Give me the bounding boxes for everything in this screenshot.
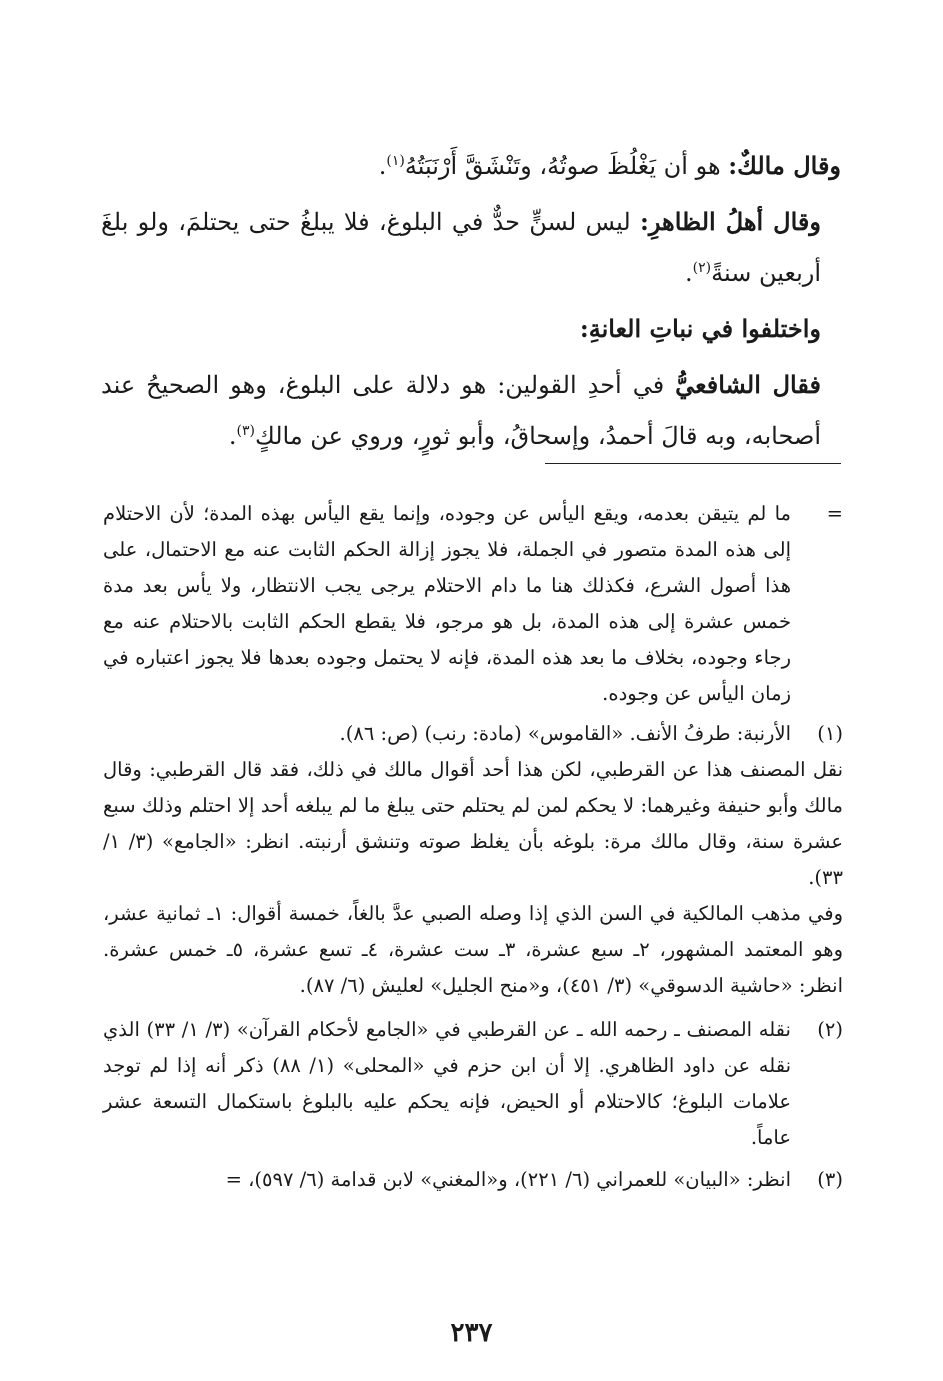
footnotes [103, 496, 843, 1198]
footnote-1 [103, 716, 843, 752]
paragraph-end: . [685, 259, 693, 287]
paragraph-text: هو أن يَغْلُظَ صوتُهُ، وتَنْشَقَّ أَرْنَبَتُهُ [404, 152, 729, 180]
paragraph-end: . [378, 152, 387, 180]
paragraph-pubic-hair [101, 303, 841, 355]
footnote-ref[interactable]: (٢) [692, 260, 712, 276]
footnote-1-paragraph-2: نقل المصنف هذا عن القرطبي، لكن هذا أحد أقوال مالك في ذلك، فقد قال القرطبي: وقال مالك وأبو حنيفة وغيرهما: لا يحكم لمن لم يحتلم حتى يبلغ ما لم يبلغه أحد إلا احتلم وذلك سبع عشرة سنة، وقال مالك مرة: بلوغه بأن يغلظ صوته وتنشق أرنبته. انظر: «الجامع» (٣/ ١/ ٣٣). [103, 758, 843, 889]
paragraph-lead: واختلفوا في نباتِ العانةِ: [579, 314, 821, 343]
paragraph-text: في أحدِ القولين: هو دلالة على البلوغ، وهو الصحيحُ عند أصحابه، وبه قالَ أحمدُ، وإسحاقُ، وأبو ثورٍ، وروي عن مالكٍ [101, 371, 821, 450]
footnote-marker: (١) [817, 722, 843, 745]
paragraph-zahiri [101, 196, 841, 299]
footnote-1-paragraph-3: وفي مذهب المالكية في السن الذي إذا وصله الصبي عدَّ بالغاً، خمسة أقوال: ١ـ ثمانية عشر، وهو المعتمد المشهور، ٢ـ سبع عشرة، ٣ـ ست عشرة، ٤ـ تسع عشرة، ٥ـ خمس عشرة. انظر: «حاشية الدسوقي» (٣/ ٤٥١)، و«منح الجليل» لعليش (٦/ ٨٧). [103, 902, 844, 997]
continuation-marker: = [826, 502, 843, 525]
footnote-ref[interactable]: (٣) [236, 423, 255, 439]
paragraph-lead: وقال مالكٌ: [728, 151, 841, 180]
paragraph-lead: فقال الشافعيُّ [675, 370, 821, 399]
paragraph-malik [101, 140, 841, 192]
footnote-text: ما لم يتيقن بعدمه، ويقع اليأس عن وجوده، وإنما يقع اليأس بهذه المدة؛ لأن الاحتلام إلى هذه المدة متصور في الجملة، فلا يجوز إزالة الحكم الثابت عنه مع الاحتمال، على هذا أصول الشرع، فكذلك هنا ما دام الاحتلام يرجى يجب الانتظار، ولا يأس بعد مدة خمس عشرة إلى هذه المدة، بل هو مرجو، فلا يقطع الحكم الثابت بالاحتلام عنه مع رجاء وجوده، بخلاف ما بعد هذه المدة، فإنه لا يحتمل وجوده بعدها فلا يجوز اعتباره في زمان اليأس عن وجوده. [103, 502, 791, 705]
footnote-text: نقله المصنف ـ رحمه الله ـ عن القرطبي في «الجامع لأحكام القرآن» (٣/ ١/ ٣٣) الذي نقله عن داود الظاهري. إلا أن ابن حزم في «المحلى» (١/ ٨٨) ذكر أنه إذا لم توجد علامات البلوغ؛ كالاحتلام أو الحيض، فإنه يحكم عليه بالبلوغ باستكمال التسعة عشر عاماً. [103, 1018, 791, 1149]
footnote-3 [103, 1162, 843, 1198]
main-text [101, 140, 841, 462]
footnote-text: انظر: «البيان» للعمراني (٦/ ٢٢١)، و«المغني» لابن قدامة (٦/ ٥٩٧)، = [225, 1168, 791, 1191]
paragraph-text: ليس لسنٍّ حدٌّ في البلوغ، فلا يبلغُ حتى يحتلمَ، ولو بلغَ أربعين سنةً [101, 208, 821, 287]
footnote-marker: (٢) [817, 1018, 843, 1041]
footnote-separator [545, 463, 841, 464]
footnote-marker: (٣) [817, 1168, 843, 1191]
footnote-2 [103, 1012, 843, 1156]
paragraph-end: . [228, 422, 237, 450]
page-number: ٢٣٧ [450, 1318, 493, 1348]
footnote-text: الأرنبة: طرفُ الأنف. «القاموس» (مادة: رنب) (ص: ٨٦). [339, 722, 791, 745]
paragraph-lead: وقال أهلُ الظاهرِ: [639, 207, 821, 236]
footnote-ref[interactable]: (١) [386, 153, 405, 169]
paragraph-shafii [101, 359, 841, 462]
footnote-continuation [103, 496, 843, 712]
